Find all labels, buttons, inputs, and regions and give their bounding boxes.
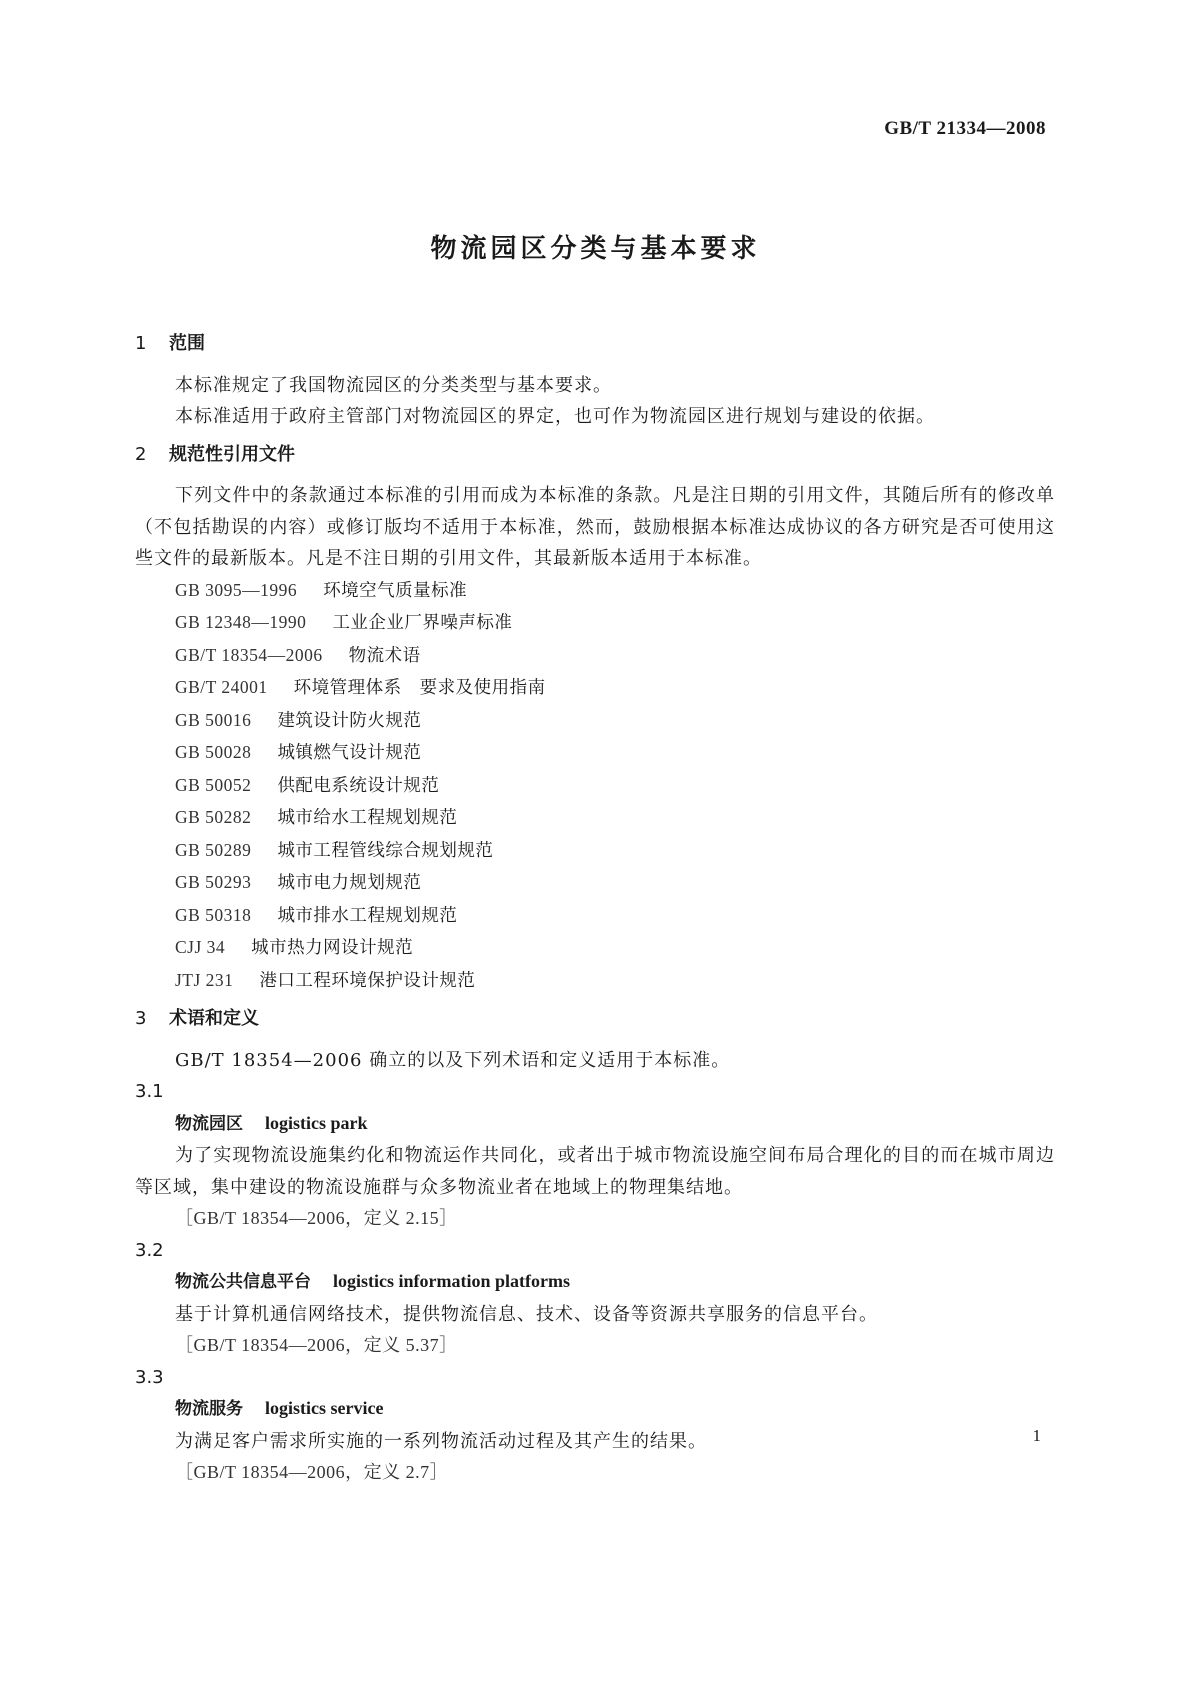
term-citation: ［GB/T 18354—2006，定义 5.37］ [175, 1335, 458, 1355]
reference-code: GB 3095—1996 [175, 579, 298, 600]
reference-title: 城市排水工程规划规范 [277, 905, 458, 926]
standard-number: GB/T 21334—2008 [884, 118, 1046, 139]
document-body [135, 328, 1055, 1489]
normative-references-intro: 下列文件中的条款通过本标准的引用而成为本标准的条款。凡是注日期的引用文件，其随后所有的修改单（不包括勘误的内容）或修订版均不适用于本标准，然而，鼓励根据本标准达成协议的各方研究是否可使用这些文件的最新版本。凡是不注日期的引用文件，其最新版本适用于本标准。 [135, 485, 1055, 569]
reference-item [135, 802, 1055, 835]
reference-code: GB 50289 [175, 839, 252, 860]
reference-title: 城镇燃气设计规范 [277, 743, 422, 763]
reference-item [135, 705, 1055, 738]
reference-title: 港口工程环境保护设计规范 [259, 970, 476, 991]
reference-title: 城市热力网设计规范 [251, 938, 414, 958]
term-definition: 基于计算机通信网络技术，提供物流信息、技术、设备等资源共享服务的信息平台。 [175, 1303, 878, 1325]
section-3-heading [135, 1003, 1055, 1035]
reference-title: 城市给水工程规划规范 [277, 808, 458, 828]
reference-item [135, 770, 1055, 803]
term-name-zh: 物流服务 [175, 1399, 243, 1419]
reference-title: 工业企业厂界噪声标准 [332, 613, 513, 633]
term-name [135, 1393, 1055, 1426]
section-number: 2 [135, 443, 147, 465]
term-number: 3.3 [135, 1366, 164, 1388]
term-definition: 为了实现物流设施集约化和物流运作共同化，或者出于城市物流设施空间布局合理化的目的而在城市周边等区域，集中建设的物流设施群与众多物流业者在地域上的物理集结地。 [135, 1145, 1055, 1198]
term-entry [135, 1235, 1055, 1362]
section-title: 范围 [169, 333, 205, 354]
terms-intro: GB/T 18354—2006 确立的以及下列术语和定义适用于本标准。 [175, 1049, 731, 1071]
reference-item [135, 867, 1055, 900]
reference-item [135, 737, 1055, 770]
reference-item [135, 932, 1055, 965]
term-name [135, 1108, 1055, 1141]
reference-code: GB 50282 [175, 807, 252, 827]
term-name-zh: 物流园区 [175, 1113, 243, 1134]
reference-item [135, 640, 1055, 673]
section-title: 术语和定义 [169, 1008, 259, 1029]
section-number: 3 [135, 1008, 147, 1029]
reference-item [135, 835, 1055, 868]
term-name-en: logistics information platforms [333, 1271, 570, 1291]
reference-code: GB 50052 [175, 774, 252, 795]
term-citation: ［GB/T 18354—2006，定义 2.7］ [175, 1462, 449, 1482]
section-title: 规范性引用文件 [169, 443, 295, 465]
section-number: 1 [135, 333, 147, 354]
reference-item [135, 965, 1055, 998]
reference-code: GB 50028 [175, 742, 252, 762]
section-2-heading [135, 439, 1055, 471]
term-name [135, 1266, 1055, 1299]
reference-item [135, 672, 1055, 705]
scope-paragraph: 本标准规定了我国物流园区的分类类型与基本要求。 [175, 374, 612, 396]
page-number: 1 [1032, 1426, 1041, 1445]
document-title: 物流园区分类与基本要求 [430, 234, 761, 264]
reference-title: 供配电系统设计规范 [277, 775, 440, 796]
reference-item [135, 607, 1055, 640]
reference-title: 环境管理体系 要求及使用指南 [293, 678, 546, 698]
term-name-zh: 物流公共信息平台 [175, 1272, 311, 1292]
reference-item [135, 575, 1055, 608]
section-1-heading [135, 328, 1055, 360]
term-citation: ［GB/T 18354—2006，定义 2.15］ [175, 1208, 458, 1228]
term-entry [135, 1076, 1055, 1235]
reference-title: 城市电力规划规范 [277, 873, 422, 893]
reference-code: GB/T 24001 [175, 677, 268, 697]
term-name-en: logistics park [265, 1112, 368, 1133]
reference-title: 环境空气质量标准 [323, 580, 468, 601]
term-number: 3.1 [135, 1081, 164, 1102]
reference-title: 城市工程管线综合规划规范 [277, 840, 494, 861]
term-name-en: logistics service [265, 1398, 384, 1418]
reference-list [135, 575, 1055, 998]
reference-item [135, 900, 1055, 933]
term-number: 3.2 [135, 1239, 164, 1261]
reference-code: GB 50016 [175, 709, 252, 730]
reference-code: GB 12348—1990 [175, 612, 307, 632]
term-definition: 为满足客户需求所实施的一系列物流活动过程及其产生的结果。 [175, 1430, 707, 1452]
reference-code: GB/T 18354—2006 [175, 644, 323, 665]
reference-title: 物流术语 [348, 645, 421, 666]
reference-title: 建筑设计防火规范 [277, 710, 422, 731]
reference-code: GB 50318 [175, 904, 252, 925]
reference-code: GB 50293 [175, 872, 252, 892]
term-entry [135, 1362, 1055, 1489]
reference-code: CJJ 34 [175, 937, 226, 957]
scope-paragraph: 本标准适用于政府主管部门对物流园区的界定，也可作为物流园区进行规划与建设的依据。 [175, 406, 935, 427]
reference-code: JTJ 231 [175, 969, 234, 990]
